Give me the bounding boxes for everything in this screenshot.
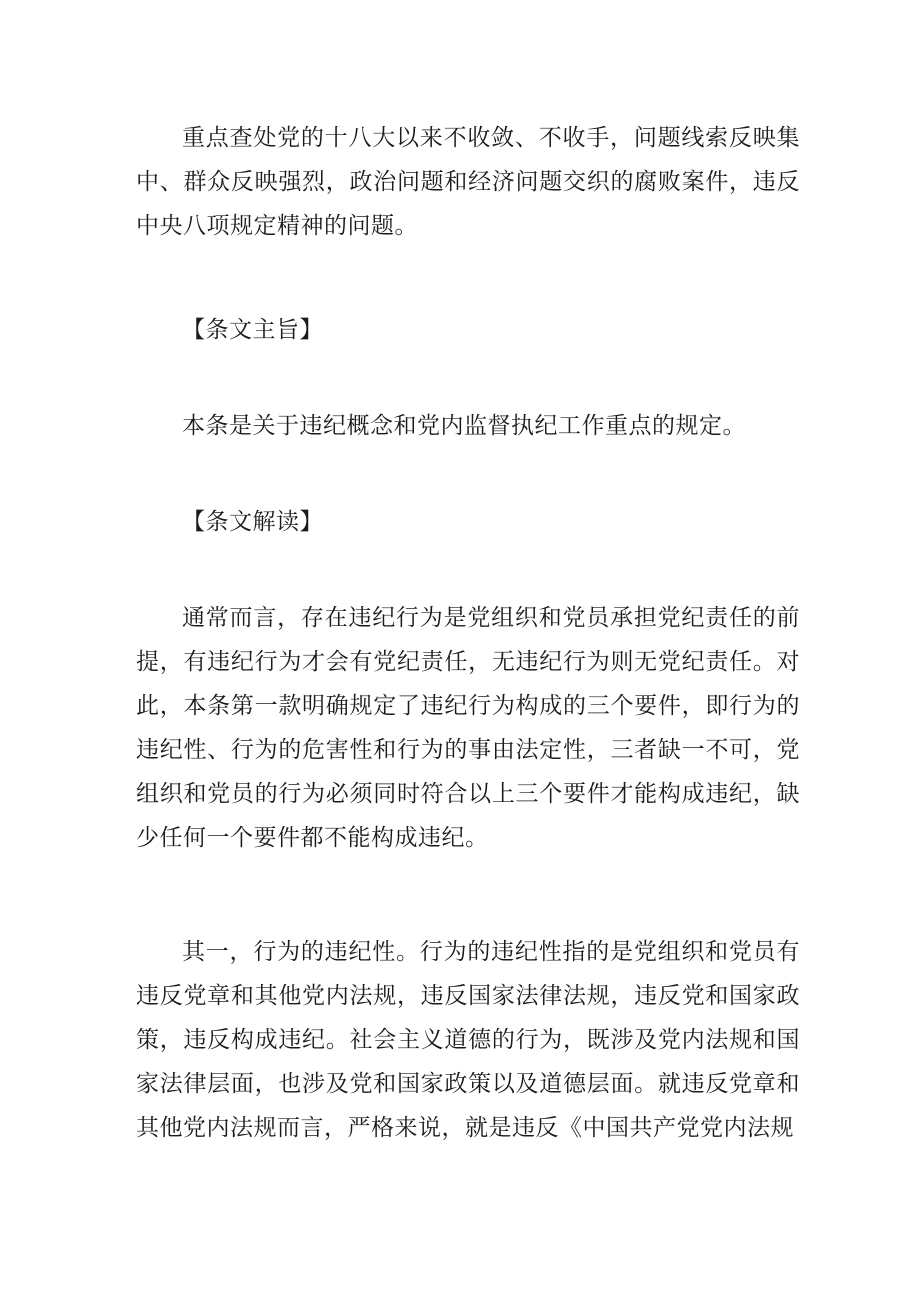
- paragraph-article-purpose: 本条是关于违纪概念和党内监督执纪工作重点的规定。: [182, 413, 746, 439]
- paragraph-interpretation-violation: 其一，行为的违纪性。行为的违纪性指的是党组织和党员有违反党章和其他党内法规，违反国家法律法规，违反党和国家政策，违反构成违纪。社会主义道德的行为，既涉及党内法规和国家法律层面，也涉及党和国家政策以及道德层面。就违反党章和其他党内法规而言，严格来说，就是违反《中国共产党党内法规: [136, 939, 800, 1141]
- paragraph-interpretation-elements: 通常而言，存在违纪行为是党组织和党员承担党纪责任的前提，有违纪行为才会有党纪责任，无违纪行为则无党纪责任。对此，本条第一款明确规定了违纪行为构成的三个要件，即行为的违纪性、行为的危害性和行为的事由法定性，三者缺一不可，党组织和党员的行为必须同时符合以上三个要件才能构成违纪，缺少任何一个要件都不能构成违纪。: [136, 605, 800, 851]
- paragraph-key-cases: 重点查处党的十八大以来不收敛、不收手，问题线索反映集中、群众反映强烈，政治问题和经济问题交织的腐败案件，违反中央八项规定精神的问题。: [136, 125, 800, 239]
- heading-article-purpose: 【条文主旨】: [182, 317, 323, 343]
- heading-article-interpretation: 【条文解读】: [182, 509, 323, 535]
